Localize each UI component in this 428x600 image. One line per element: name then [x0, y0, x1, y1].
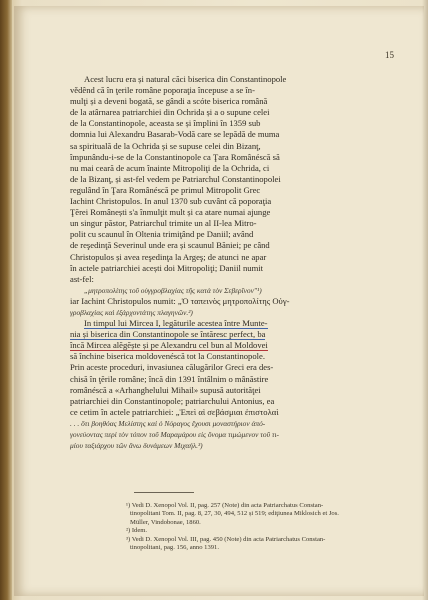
text-line: chisă în ţĕrile române; încă din 1391 întâlnim o mânăstire — [70, 373, 269, 384]
text-line: Ţĕrei Românești s'a înmulţit mult și ca atare numai ajunge — [70, 207, 271, 218]
blue-underline: nia și biserica din Constantinopole se întăresc perfect, ba — [70, 329, 266, 340]
footnote-line: tinopolitani, pag. 156, anno 1391. — [130, 544, 220, 552]
text-line: domnia lui Alexandru Basarab-Vodă care se lepădă de muma — [70, 129, 280, 140]
body-text — [70, 74, 394, 451]
text-line: de la Constantinopole, aceasta se și împlini în 1359 sub — [70, 118, 261, 129]
page-edge-shadow — [422, 0, 428, 600]
text-line: regulând în Ţara Românéscă pe primul Mitropolit Grec — [70, 184, 261, 195]
footnote-line: tinopolitani Tom. II, pag. 8, 27, 30, 494, 512 și 519; ediţiunea Miklosich et Jos. — [130, 510, 339, 518]
text-line: de reşedinţă Severinul unde era și scaunul Băniei; pe când — [70, 240, 270, 251]
red-underline: încă Mircea alĕgĕște și pe Alexandru cel bun al Moldovei — [70, 340, 268, 351]
footnote-rule — [134, 492, 194, 493]
text-line: Acest lucru era și natural căci biserica din Constantinopole — [84, 74, 287, 84]
text-line: vědênd că în ţerile române poporaţia începuse a se în- — [70, 85, 255, 96]
text-line: să închine biserica moldovenéscă tot la Constantinopole. — [70, 351, 265, 362]
page-number: 15 — [385, 50, 394, 60]
text-line: ast-fel: — [70, 273, 94, 284]
book-spine — [0, 0, 12, 600]
text-line: de la atârnarea patriarchiei din Ochrida și a o supune celei — [70, 107, 270, 118]
greek-quote-line: „μητροπολίτης τοῦ οὐγγροβλαχίας τῆς κατὰ τὸν Σεβερῖνον"¹) — [84, 285, 262, 295]
highlighted-line — [70, 318, 394, 329]
greek-quote-line: μίου ταξιάρχου τῶν ἄνω δυνάμεων Μιχαήλ.³) — [70, 441, 203, 451]
highlighted-line — [70, 329, 394, 340]
blue-underline: In timpul lui Mircea I, legăturile acestea între Munte- — [84, 318, 268, 329]
text-line: de la Bizanţ, și ast-fel vedem pe Patriarchul Constantinopolei — [70, 173, 281, 184]
highlighted-line — [70, 340, 394, 351]
text-line: Prin aceste proceduri, invasiunea călugărilor Greci era des- — [70, 362, 274, 373]
text-line: românéscă a «Arhanghelului Mihail» supusă autorităţei — [70, 384, 261, 395]
text-line: împunându-i-se de la Constantinopole ca Ţara Românéscă să — [70, 151, 280, 162]
greek-quote-line: γονεύοντας περὶ τὸν τόπον τοῦ Μαραμάρου εἰς ὄνομα τιμώμενον τοῦ τι- — [70, 430, 280, 439]
footnote-line: ¹) Vedi D. Xenopol Vol. II, pag. 257 (Note) din acta Patriarchatus Constan- — [126, 502, 324, 509]
greek-quote-line: . . . ὅτι βοηθόας Μελίστης καὶ ὁ Νόραγος ἕχουσι μοναστήριον ἀπό- — [70, 418, 266, 428]
text-line: ce cetim în actele patriarchiei: „Ἐπεὶ αἱ σεβάσμιαι ἐπιστολαὶ — [70, 406, 279, 417]
text-line: în actele patriarchiei acești doi Mitropoliţi; Daniil numit — [70, 262, 264, 273]
text-line: iar Iachint Christopulos numit: „Ὁ ταπεινὸς μητροπολίτης Οὐγ- — [70, 295, 290, 306]
text-line: Iachint Christopulos. In anul 1370 sub cuvânt că poporaţia — [70, 196, 272, 207]
greek-quote-line: γροβλαχίας καὶ ἐξάρχοντάτης πλαγηνῶν.²) — [70, 307, 193, 317]
text-line: nu mai ceară de acum înainte Mitropoliţi de la Ochrida, ci — [70, 162, 270, 173]
text-line: polit cu scaunul în Oltenia trimiţând pe Daniil; având — [70, 229, 254, 240]
text-line: mulţi și a deveni bogată, se gândi a scóte biserica română — [70, 96, 268, 107]
footnote-line: ³) Vedi D. Xenopol Vol. III, pag. 450 (Note) din acta Patriarchatus Constan- — [126, 535, 326, 543]
text-line: un singur păstor, Patriarchul trimite un al II-lea Mitro- — [70, 218, 257, 229]
footnotes — [126, 502, 394, 552]
book-page — [14, 6, 424, 596]
text-line: Christopulos și avea reşedinţa la Argeş; de atunci ne apar — [70, 251, 267, 262]
text-line: sa spirituală de la Ochrida și se supuse celei din Bizanţ, — [70, 140, 261, 151]
footnote-line: ²) Idem. — [126, 527, 148, 535]
text-line: patriarchiei din Constantinopole; patriarchului Antonius, ea — [70, 395, 275, 406]
footnote-line: Müller, Vindobonae, 1860. — [130, 518, 201, 526]
